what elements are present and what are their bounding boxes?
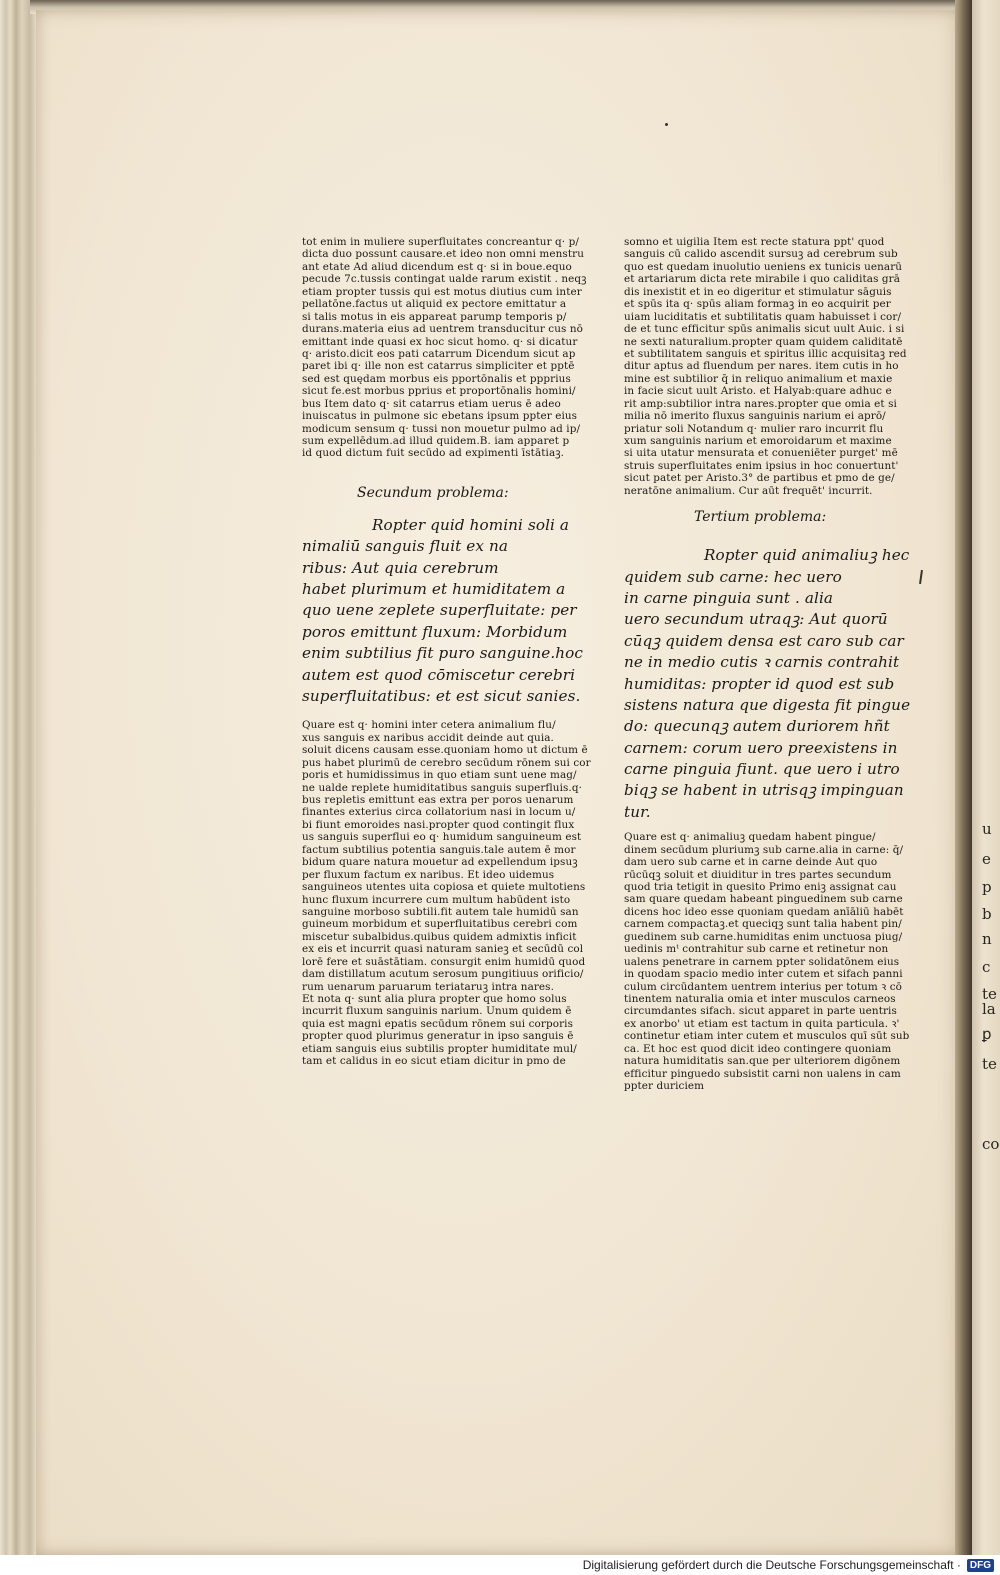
problem-line: quidem sub carne: hec uero (624, 567, 842, 586)
text-line: in facie sicut uult Aristo. et Halyab:quare adhuc e (624, 385, 892, 398)
text-line: de et tunc efficitur spūs animalis sicut uult Auic. i si (624, 323, 905, 336)
commentary-line: ex anorbo' ut etiam est tactum in quita particula. ꝛ' (624, 1017, 900, 1030)
commentary-line: us sanguis superflui eo q· humidum sanguineum est (302, 831, 582, 844)
problem-line: tur. (624, 802, 651, 821)
problem-line: Ropter quid homini soli a (372, 515, 570, 534)
commentary-line: ppter duriciem (624, 1080, 705, 1093)
commentary-line: Quare est q· homini inter cetera animalium flu/ (302, 719, 556, 732)
text-line: et spūs ita q· spūs aliam formaꝫ in eo acquirit per (624, 298, 891, 311)
commentary-line: per fluxum factum ex naribus. Et ideo uidemus (302, 868, 555, 881)
problem-line: cūqꝫ quidem densa est caro sub car (624, 631, 904, 650)
left-problem-heading: Secundum problema: (357, 484, 509, 501)
text-line: id quod dictum fuit secūdo ad expimenti īstātiaꝫ. (302, 447, 565, 460)
text-line: sanguis cū calido ascendit sursuꝫ ad cerebrum sub (624, 248, 898, 261)
problem-line: quo uene zeplete superfluitate: per (302, 601, 577, 620)
text-line: priatur soli Notandum q· mulier raro incurrit flu (624, 422, 884, 435)
text-line: quo est quedam inuolutio ueniens ex tunicis uenarū (624, 260, 903, 273)
ink-dot (665, 123, 668, 126)
commentary-line: guedinem sub carne.humiditas enim unctuosa piug/ (624, 930, 903, 943)
commentary-line: xus sanguis ex naribus accidit deinde aut quia. (302, 731, 554, 744)
facing-page-text: te (982, 985, 997, 1003)
problem-line: ne in medio cutis ꝛ carnis contrahit (624, 653, 900, 672)
text-line: et subtilitatem sanguis et spiritus illic acquisitaꝫ red (624, 347, 907, 360)
commentary-line: ualens penetrare in carnem ppter solidatōnem eius (624, 955, 900, 968)
text-line: mine est subtilior q̄ in reliquo animalium et maxie (624, 372, 893, 385)
facing-page-text: n (982, 930, 992, 948)
commentary-line: ex eis et incurrit quasi naturam sanieꝫ et secūdū col (302, 943, 584, 956)
commentary-line: dam distillatum acutum serosum pungitiuus orificio/ (302, 968, 584, 981)
text-line: sum expellēdum.ad illud quidem.B. iam apparet p (302, 435, 570, 447)
commentary-line: quia est magni epatis secūdum rōnem sui corporis (302, 1017, 574, 1030)
commentary-line: propter quod plurimus generatur in ipso sanguis ē (302, 1030, 574, 1043)
commentary-line: poris et humidissimus in quo etiam sunt uene mag/ (302, 769, 577, 782)
problem-line: do: quecunqꝫ autem duriorem hñt (624, 717, 890, 736)
text-line: emittant inde quasi ex hoc sicut homo. q· si dicatur (302, 335, 578, 348)
problem-line: uero secundum utraqꝫ: Aut quorū (624, 610, 888, 629)
commentary-line: etiam sanguis eius subtilis propter humiditate mul/ (302, 1042, 577, 1055)
facing-page-text: co (982, 1135, 1000, 1153)
text-line: et artariarum dicta rete mirabile i quo caliditas grā (624, 273, 901, 286)
commentary-line: miscetur subalbidus.quibus quidem admixtis inficit (302, 930, 577, 943)
text-line: tot enim in muliere superfluitates concreantur q· p/ (302, 236, 579, 248)
text-line: ne sexti naturalium.propter quam quidem caliditatē (624, 335, 903, 348)
text-line: q· aristo.dicit eos pati catarrum Dicendum sicut ap (302, 347, 576, 360)
commentary-line: dam uero sub carne et in carne deinde Aut quo (624, 856, 878, 869)
commentary-line: lorē fere et suāstātiam. consurgit enim humidū quod (302, 955, 586, 968)
problem-line: superfluitatibus: et est sicut sanies. (302, 687, 581, 705)
problem-line: Ropter quid animaliuꝫ hec (704, 546, 910, 565)
commentary-line: ca. Et hoc est quod dicit ideo contingere quoniam (624, 1042, 892, 1055)
problem-line: in carne pinguia sunt . alia (624, 588, 834, 607)
left-top-paragraph (302, 236, 587, 460)
problem-line: biqꝫ se habent in utrisqꝫ impinguan (624, 781, 904, 800)
commentary-line: sanguineos utentes uita copiosa et quiete multotiens (302, 881, 586, 894)
commentary-line: bus repletis emittunt eas extra per poros uenarum (302, 794, 574, 807)
text-line: rit amp:subtilior intra nares.propter que omia et si (624, 397, 897, 410)
right-problem-heading: Tertium problema: (694, 509, 827, 526)
text-line: inuiscatus in pulmone sic ebetans ipsum ppter eius (302, 410, 578, 423)
commentary-line: Et nota q· sunt alia plura propter que homo solus (302, 993, 567, 1006)
commentary-line: rum uenarum paruarum teriataruꝫ intra nares. (302, 980, 555, 993)
commentary-line: tam et calidus in eo sicut etiam dicitur in pmo de (302, 1055, 566, 1068)
facing-page-edge (972, 0, 1000, 1555)
commentary-line: efficitur pinguedo subsistit carni non ualens in cam (624, 1067, 901, 1080)
commentary-line: incurrit fluxum sanguinis narium. Unum quidem ē (302, 1005, 572, 1018)
book-gutter (955, 0, 973, 1555)
commentary-line: quod tria tetigit in quesito Primo eniꝫ assignat cau (624, 881, 897, 894)
commentary-line: rūcūqꝫ soluit et diuiditur in tres partes secundum (624, 868, 892, 881)
text-line: ant etate Ad aliud dicendum est q· si in boue.equo (302, 260, 572, 273)
dfg-logo: DFG (967, 1559, 994, 1572)
text-line: pellatōne.factus ut aliquid ex pectore emittatur a (302, 298, 567, 311)
left-text-column (302, 236, 591, 1068)
commentary-line: soluit dicens causam esse.quoniam homo ut dictum ē (302, 744, 588, 757)
facing-page-text: te (982, 1055, 997, 1073)
commentary-line: guineum morbidum et superfluitatibus cerebri com (302, 918, 578, 931)
text-line: ditur aptus ad fluendum per nares. item cutis in ho (624, 360, 899, 373)
commentary-line: tinentem naturalia omia et inter musculos carneos (624, 992, 896, 1005)
text-line: durans.materia eius ad uentrem transducitur cus nō (302, 323, 584, 336)
text-line: uiam luciditatis et subtilitatis quam habuisset i cor/ (624, 310, 902, 323)
text-line: somno et uigilia Item est recte statura ppt' quod (624, 236, 885, 248)
text-line: paret ibi q· ille non est catarrus simpliciter et pptē (302, 360, 575, 373)
problem-line: nimaliū sanguis fluit ex na (302, 537, 508, 556)
commentary-line: sam quare quedam habeant pinguedinem sub carne (624, 893, 903, 906)
text-line: sicut patet per Aristo.3° de partibus et pmo de ge/ (624, 472, 895, 485)
right-commentary (624, 831, 914, 1092)
text-line: pecude 7c.tussis contingat ualde rarum existit . neqꝫ (302, 273, 587, 286)
right-problem-text (624, 545, 914, 823)
footer-credit: Digitalisierung gefördert durch die Deutsche Forschungsgemeinschaft · (582, 1558, 961, 1572)
commentary-line: continetur etiam inter cutem et musculos quī sūt sub (624, 1030, 910, 1043)
problem-line: autem est quod cōmiscetur cerebri (302, 665, 576, 684)
commentary-line: Quare est q· animaliuꝫ quedam habent pingue/ (624, 831, 876, 844)
text-line: dicta duo possunt causare.et ideo non omni menstru (302, 248, 584, 261)
left-commentary (302, 719, 591, 1068)
commentary-line: circumdantes sifach. sicut apparet in parte uentris (624, 1005, 897, 1018)
facing-page-text: la (982, 1000, 996, 1018)
commentary-line: natura humiditatis san.que per ulteriorem digōnem (624, 1055, 901, 1068)
facing-page-text: u (982, 820, 992, 838)
commentary-line: sanguine morboso subtili.fit autem tale humidū san (302, 905, 579, 918)
digitization-footer (0, 1555, 1000, 1575)
commentary-line: ne ualde replete humiditatibus sanguis superfluis.q· (302, 781, 582, 794)
right-text-column (624, 236, 914, 1092)
text-line: bus Item dato q· sit catarrus etiam uerus ē adeo (302, 397, 561, 410)
right-top-paragraph (624, 236, 914, 497)
problem-line: humiditas: propter id quod est sub (624, 674, 895, 693)
text-line: xum sanguinis narium et emoroidarum et maxime (624, 435, 892, 447)
commentary-line: carnem compactaꝫ.et queciqꝫ sunt talia habent pin/ (624, 918, 902, 931)
facing-page-text: e (982, 850, 991, 868)
commentary-line: uedinis mᵗ contrahitur sub carne et retinetur non (624, 943, 889, 956)
text-line: neratōne animalium. Cur aūt frequēt' incurrit. (624, 484, 873, 497)
commentary-line: pus habet plurimū de cerebro secūdum rōnem sui cor (302, 756, 591, 769)
left-problem-text (302, 515, 583, 708)
facing-page-text: c (982, 958, 991, 976)
commentary-line: hunc fluxum incurrere cum multum habūdent isto (302, 893, 571, 906)
facing-page-text: p (982, 878, 992, 896)
text-line: milia nō imerito fluxus sanguinis narium ei aprō/ (624, 410, 886, 423)
commentary-line: in quodam spacio medio inter cutem et sifach panni (624, 968, 903, 981)
problem-line: habet plurimum et humiditatem a (302, 580, 566, 599)
problem-line: poros emittunt fluxum: Morbidum (302, 622, 568, 641)
commentary-line: dinem secūdum pluriumꝫ sub carne.alia in carne: q̄/ (624, 843, 904, 856)
text-line: modicum sensum q· tussi non mouetur pulmo ad ip/ (302, 422, 581, 435)
problem-line: carne pinguia fiunt. que uero i utro (624, 760, 900, 779)
problem-line: ribus: Aut quia cerebrum (302, 558, 499, 577)
commentary-line: factum subtilius potentia sanguis.tale autem ē mor (302, 843, 576, 856)
text-line: etiam propter tussis qui est motus diutius cum inter (302, 285, 582, 298)
text-line: si talis motus in eis appareat parump temporis p/ (302, 310, 567, 323)
text-line: dis inexistit et in eo digeritur et stimulatur sāguis (624, 285, 892, 298)
problem-line: carnem: corum uero preexistens in (624, 738, 898, 757)
problem-line: sistens natura que digesta fit pingue (624, 695, 911, 714)
commentary-line: dicens hoc ideo esse quoniam quedam anīāliū habēt (624, 905, 904, 918)
commentary-line: culum circūdantem uentrem interius per totum ꝛ cō (624, 980, 902, 993)
commentary-line: finantes exterius circa collatorium nasi in locum u/ (302, 806, 576, 819)
text-line: sed est quędam morbus eis pportōnalis et ppprius (302, 372, 571, 385)
book-fore-edge (0, 0, 40, 1555)
text-line: si uita utatur mensurata et conueniēter purget' mē (624, 447, 898, 460)
text-line: sicut fe.est morbus pprius et proportōnalis homini/ (302, 385, 576, 398)
facing-page-text: ꝑ (982, 1025, 992, 1043)
facing-page-text: b (982, 905, 992, 923)
text-line: struis superfluitates enim ipsius in hoc conuertunt' (624, 459, 899, 472)
commentary-line: bidum quare natura mouetur ad expellendum ipsuꝫ (302, 856, 578, 869)
problem-line: enim subtilius fit puro sanguine.hoc (302, 644, 583, 663)
commentary-line: bi fiunt emoroides nasi.propter quod contingit flux (302, 818, 575, 831)
